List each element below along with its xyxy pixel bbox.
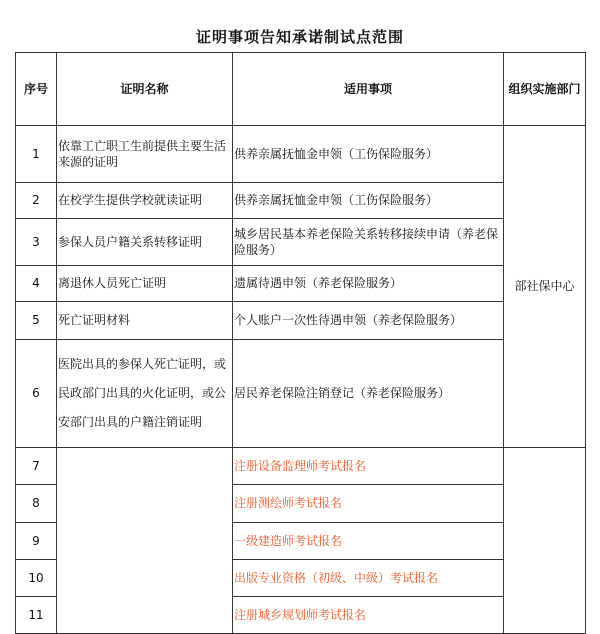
- document-title: 证明事项告知承诺制试点范围: [195, 28, 404, 46]
- header-scope: 适用事项: [233, 53, 504, 126]
- row-seq: 10: [16, 560, 57, 597]
- table-row: [16, 266, 586, 302]
- header-name: 证明名称: [57, 53, 233, 126]
- row-scope: 出版专业资格（初级、中级）考试报名: [233, 560, 504, 597]
- row-name: 参保人员户籍关系转移证明: [57, 219, 233, 266]
- row-seq: 5: [16, 302, 57, 340]
- table-row: [16, 219, 586, 266]
- table-row: [16, 126, 586, 183]
- row-name: 医院出具的参保人死亡证明，或民政部门出具的火化证明，或公安部门出具的户籍注销证明: [57, 340, 233, 448]
- table-row: [16, 183, 586, 219]
- header-dept: 组织实施部门: [504, 53, 586, 126]
- row-scope: 居民养老保险注销登记（养老保险服务）: [233, 340, 504, 448]
- scope-table: [15, 52, 586, 634]
- header-seq: 序号: [16, 53, 57, 126]
- row-seq: 7: [16, 448, 57, 485]
- row-scope: 供养亲属抚恤金申领（工伤保险服务）: [233, 126, 504, 183]
- row-scope: 注册设备监理师考试报名: [233, 448, 504, 485]
- table-row: [16, 302, 586, 340]
- row-name-empty: [57, 448, 233, 634]
- row-scope: 个人账户一次性待遇申领（养老保险服务）: [233, 302, 504, 340]
- row-name: 依靠工亡职工生前提供主要生活来源的证明: [57, 126, 233, 183]
- row-seq: 6: [16, 340, 57, 448]
- row-seq: 11: [16, 597, 57, 634]
- row-scope: 城乡居民基本养老保险关系转移接续申请（养老保险服务）: [233, 219, 504, 266]
- row-seq: 9: [16, 523, 57, 560]
- row-scope: 注册城乡规划师考试报名: [233, 597, 504, 634]
- row-seq: 1: [16, 126, 57, 183]
- table-header-row: [16, 53, 586, 126]
- row-scope: 供养亲属抚恤金申领（工伤保险服务）: [233, 183, 504, 219]
- row-scope: 注册测绘师考试报名: [233, 485, 504, 523]
- row-name: 在校学生提供学校就读证明: [57, 183, 233, 219]
- row-name: 死亡证明材料: [57, 302, 233, 340]
- row-seq: 2: [16, 183, 57, 219]
- row-scope: 遗属待遇申领（养老保险服务）: [233, 266, 504, 302]
- row-dept-empty: [504, 448, 586, 634]
- row-seq: 8: [16, 485, 57, 523]
- row-dept: 部社保中心: [504, 126, 586, 448]
- row-seq: 4: [16, 266, 57, 302]
- row-scope: 一级建造师考试报名: [233, 523, 504, 560]
- row-name: 离退休人员死亡证明: [57, 266, 233, 302]
- table-row: [16, 448, 586, 485]
- table-row: [16, 340, 586, 448]
- row-seq: 3: [16, 219, 57, 266]
